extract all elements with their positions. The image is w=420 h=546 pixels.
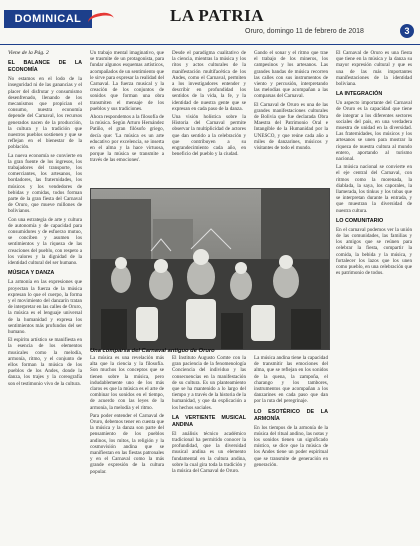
column-3-upper [172, 50, 246, 159]
paragraph: Un trabajo mental imaginativo, que se trasmite de un protagonista, para fundar algunos esquemas artísticos, acompañados de un sentimiento que le sirve para expresar la realidad del Carnaval. La fuerza musical y la creación de los conjuntos de sonidos que forman una obra transmiten el mensaje de los pueblos y sus tradiciones. [90, 50, 164, 112]
masthead-title: LA PATRIA [170, 6, 265, 25]
column-5 [336, 50, 412, 279]
paragraph: El Carnaval de Oruro es una fiesta que tiene en la música y la danza su mayor expresión cultural y que es una de las más importantes manifestaciones de la identidad boliviana. [336, 50, 412, 88]
subheading: LO ESOTÉRICO DE LA ARMONÍA [254, 408, 328, 422]
paragraph: Un aspecto importante del Carnaval de Oruro es la capacidad que tiene de integrar a los diferentes sectores sociales del país, en una verdadera muestra de unidad en la diversidad. Las fraternidades, los músicos y los artesanos se unen para mostrar la riqueza de nuestra cultura al mundo entero, aportando al turismo nacional. [336, 100, 412, 163]
subheading: MÚSICA Y DANZA [8, 270, 55, 277]
paragraph: El análisis técnico académico tradicional ha permitido conocer la profundidad, que la diversidad musical andina es un elemento fundamental en la cultura andina, sobre la cual gira toda la tradición y la música del Carnaval de Oruro. [172, 430, 246, 475]
page-header [0, 0, 420, 45]
carnival-photo [90, 188, 330, 350]
subheading: LO COMUNITARIO [336, 217, 384, 224]
paragraph: La música es una revelación más alta que la ciencia y la filosofía. Son muchos los conceptos que se tienen sobre la música, pero indudablemente uno de los más claros es que la música es el arte de combinar los sonidos en el tiempo, de acuerdo con las leyes de la armonía, la melodía y el ritmo. [90, 355, 164, 411]
paragraph: Desde el paradigma cualitativo de la ciencia, mientras la música y los ritos y actos culturales de la manifestación multifacética de los Andes, como el Carnaval, permiten a los investigadores entender y describir en profundidad los sentidos de la vida, la fe, y la identidad de nuestra gente que se expresan en cada paso de la danza. [172, 50, 246, 112]
brand-name: DOMINICAL [4, 10, 92, 28]
paragraph: La música andina tiene la capacidad de transmitir las emociones del alma, que se reflejan en los sonidos de la quena, la zampoña, el charango y los tambores, instrumentos que acompañan a los danzarines en cada paso que dan por la ruta del peregrinaje. [254, 355, 328, 405]
column-4-upper [254, 50, 328, 153]
paragraph: No estamos en el lodo de la inseguridad ni de las ganancias y el placer del disfrutar y consumismo desenfrenado, llenando de los mecanismos que propician el consumo, nuestra economía depende del Carnaval, los recursos generados nacen de la producción, la cultura y la tradición que nuestros pueblos sostienen y que se reflejan en el bienestar de la población. [8, 76, 82, 151]
subheading: LA VERTIENTE MUSICAL ANDINA [172, 414, 246, 428]
continued-note: Viene de la Pág. 2 [8, 50, 49, 56]
column-3-lower [172, 355, 246, 476]
column-1 [8, 50, 82, 389]
paragraph: Una visión holística sobre la Historia del Carnaval permite observar la multiplicidad de actores que dan sentido a la celebración y que contribuyen a su engrandecimiento cada año, en beneficio del pueblo y la ciudad. [172, 114, 246, 158]
dateline: Oruro, domingo 11 de febrero de 2018 [245, 28, 364, 35]
subheading: EL BALANCE DE LA ECONOMÍA [8, 60, 82, 74]
paragraph: La armonía en las expresiones que proyectan la fuerza de la música expresan lo que el cuerpo, la forma y el movimiento del danzarín tratan de interpretar en las calles de Oruro, la música es el lenguaje universal de la humanidad y expresa los sentimientos más profundos del ser humano. [8, 279, 82, 335]
column-4-lower [254, 355, 328, 470]
paragraph: Gando el sonar y el ritmo que trae el trabajo de los mineros, los campesinos y los artesanos. Las grandes bandas de música recorren las calles con sus instrumentos de viento y percusión, interpretando las melodías que acompañan a las comparsas del Carnaval. [254, 50, 328, 100]
column-2-lower [90, 355, 164, 477]
paragraph: Ahora respondemos a la filosofía de la música. Según Arturo Hernández Patiño, el gran filósofo griego, decía que: 'La música es un arte educativo por excelencia, se inserta en el alma y la hace virtuosa, porque la música se transmite a través de las emociones'. [90, 114, 164, 164]
paragraph: En el carnaval podemos ver la unión de las comunidades, las familias y los amigos que se reúnen para celebrar la fiesta, compartir la comida, la bebida y la música, y fortalecer los lazos que los unen como pueblo, en una celebración que es patrimonio de todos. [336, 226, 412, 277]
paragraph: El espíritu artístico se manifiesta en la esencia de los elementos musicales como la melodía, armonía, ritmo, y el conjunto de ellos forman la música de los pueblos de los Andes, donde la danza, los trajes y la coreografía son el testimonio vivo de la cultura. [8, 337, 82, 387]
paragraph: Para poder entender el Carnaval de Oruro, debemos tener en cuenta que la música y la danza son parte del pensamiento de los pueblos andinos, los mitos, la religión y la cosmovisión andina que se manifiestan en las fiestas patronales y en el Carnaval como la más grande expresión de la cultura popular. [90, 412, 164, 475]
paragraph: En los tiempos de la armonía de la música del ritual andino, las notas y los sonidos tienen un significado místico, se dice que la música de los Andes tiene un poder espiritual que se transmite de generación en generación. [254, 424, 328, 468]
column-2-upper [90, 50, 164, 166]
page-number-badge: 3 [400, 24, 414, 38]
brand-logo [4, 10, 116, 32]
paragraph: El Instituto Augusto Comte con la gran paciencia de la fenomenología Conciencia del individuo y las consecuencias en la manifestación de su cultura. Es un planteamiento que se ha mantenido a lo largo del tiempo y a través de la historia de la humanidad, y que da explicación a los hechos sociales. [172, 355, 246, 411]
paragraph: La nueva economía se convierte en la gran fuente de los ingresos, los trabajadores del transporte, los comerciantes, los artesanos, los bordadores, las fraternidades, los músicos y los vendedores de bebidas y comidas, todos forman parte de la gran fiesta del Carnaval de Oruro, que mueve millones de bolivianos. [8, 152, 82, 215]
subheading: LA INTEGRACIÓN [336, 91, 383, 98]
paragraph: El Carnaval de Oruro es una de las grandes manifestaciones culturales de Bolivia que fue declarada Obra Maestra del Patrimonio Oral e Intangible de la Humanidad por la UNESCO, y que reúne cada año a miles de danzarines, músicos y visitantes de todo el mundo. [254, 101, 328, 152]
photo-caption: Una comparsa del Carnaval antiguo de Oruro [90, 348, 215, 354]
paragraph: La música nacional se convierte en el eje central del Carnaval, con ritmos como la morenada, la diablada, la saya, los caporales, la llamerada, los tinkus y los tobas que se interpretan durante la entrada, y que muestran la diversidad de nuestra cultura. [336, 164, 412, 214]
paragraph: Con una estrategia de arte y cultura de autonomía y de capacidad para consumidores y de esfuerzo mutuo, se conciben y asumen los sentimientos y la riqueza de las creaciones del pueblo, con respeto a los valores y la dignidad de la identidad cultural del ser humano. [8, 216, 82, 267]
photo-image [91, 189, 329, 349]
